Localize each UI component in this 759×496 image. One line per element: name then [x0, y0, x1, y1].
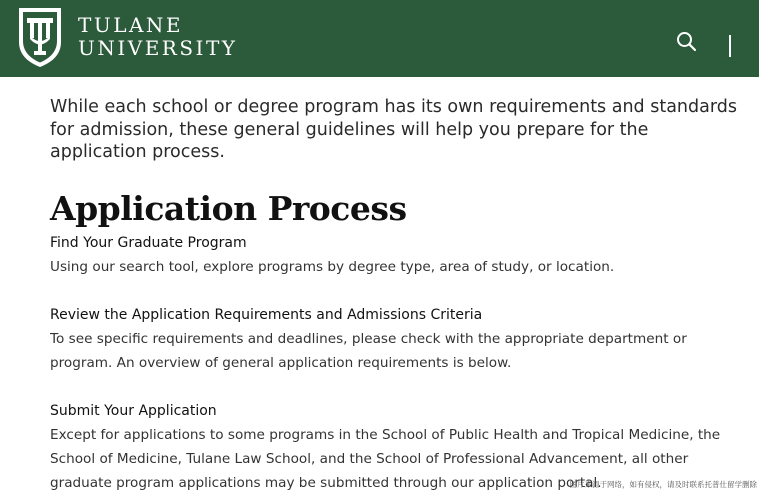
image-source-watermark: 图片来源于网络，如有侵权，请及时联系托普仕留学删除 — [569, 480, 757, 489]
step-description: To see specific requirements and deadlines, please check with the appropriate department or program. An overview of general application requirements is below. — [50, 330, 687, 371]
intro-paragraph: While each school or degree program has its own requirements and standards for admission, these general guidelines will help you prepare for the application process. — [50, 97, 737, 162]
main-content — [50, 96, 750, 495]
step-review-requirements — [50, 303, 750, 375]
step-title: Find Your Graduate Program — [50, 234, 247, 251]
logo-line-1: TULANE — [78, 13, 184, 37]
step-find-program — [50, 231, 750, 279]
tulane-shield-icon — [17, 6, 63, 68]
step-description: Except for applications to some programs in the School of Public Health and Tropical Medicine, the School of Medicine, Tulane Law School, and the School of Professional Advancement, all other graduate program applications may be submitted through our application portal. — [50, 426, 721, 491]
step-description: Using our search tool, explore programs by degree type, area of study, or location. — [50, 258, 615, 275]
logo-line-2: UNIVERSITY — [78, 36, 238, 60]
logo-wordmark — [78, 14, 238, 60]
header-divider — [729, 35, 731, 57]
page-title: Application Process — [50, 188, 407, 228]
step-title: Review the Application Requirements and Admissions Criteria — [50, 306, 483, 323]
site-header — [0, 0, 759, 77]
step-title: Submit Your Application — [50, 402, 217, 419]
search-icon[interactable] — [675, 30, 699, 54]
